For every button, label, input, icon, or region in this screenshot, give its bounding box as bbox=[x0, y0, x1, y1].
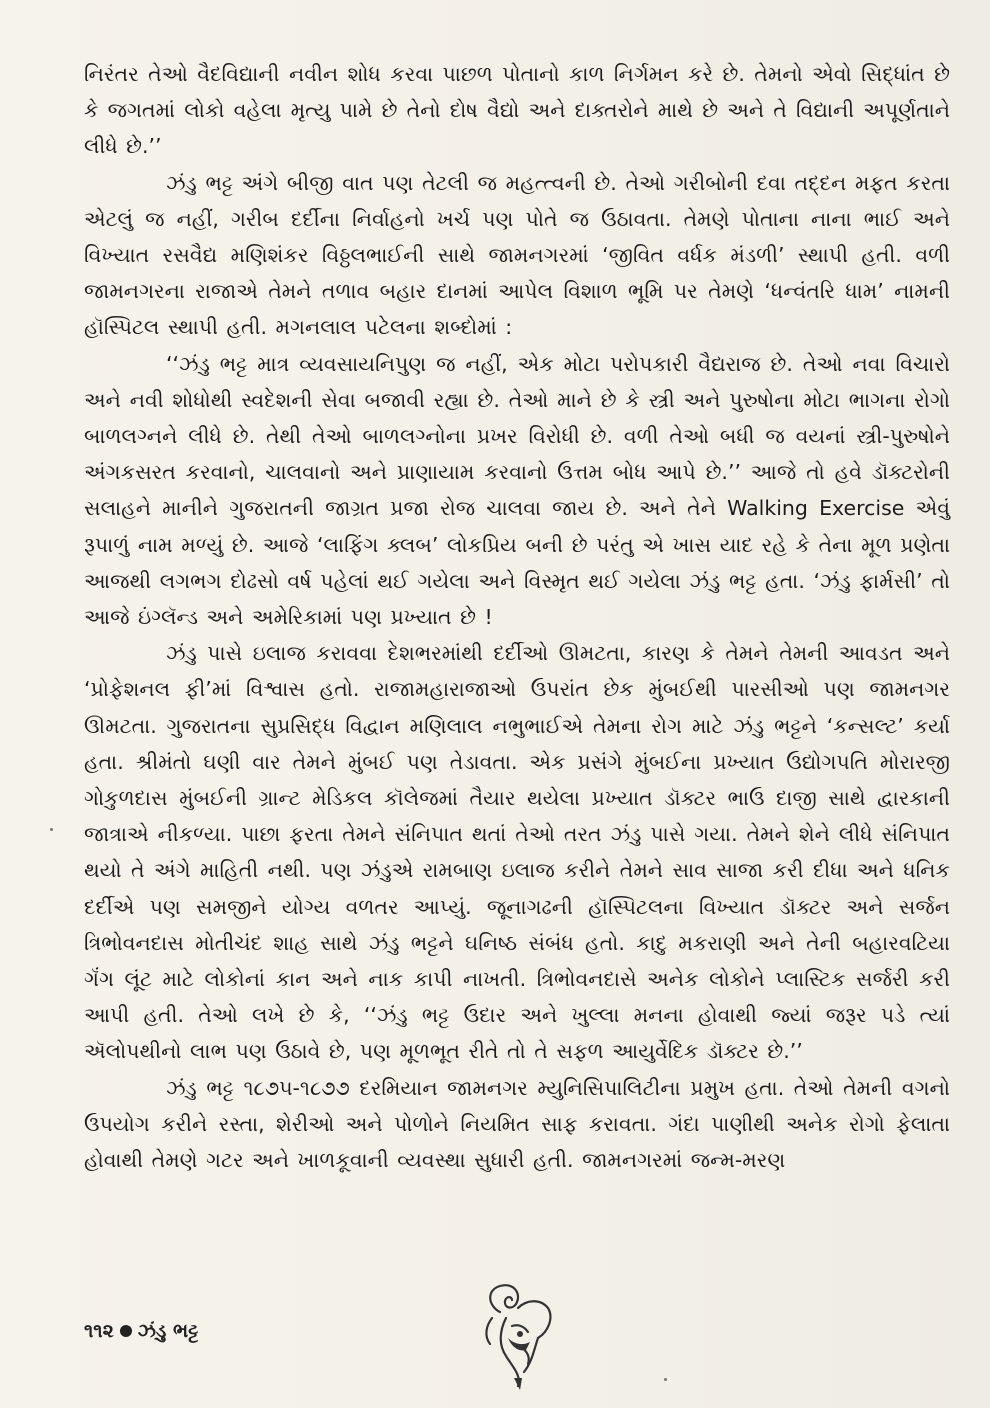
page-footer bbox=[84, 1320, 198, 1342]
bullet-icon bbox=[120, 1325, 132, 1337]
book-title: ઝંડુ ભટ્ટ bbox=[137, 1320, 199, 1342]
page-speck bbox=[50, 828, 53, 831]
paragraph-2: ઝંડુ ભટ્ટ અંગે બીજી વાત પણ તેટલી જ મહત્ત્વની છે. તેઓ ગરીબોની દવા તદ્દન મફત કરતા એટલું જ નહીં, ગરીબ દર્દીના નિર્વાહનો ખર્ચ પણ પોતે જ ઉઠાવતા. તેમણે પોતાના નાના ભાઈ અને વિખ્યાત રસવૈદ્ય મણિશંકર વિઠ્ઠલભાઈની સાથે જામનગરમાં ‘જીવિત વર્ધક મંડળી’ સ્થાપી હતી. વળી જામનગરના રાજાએ તેમને તળાવ બહાર દાનમાં આપેલ વિશાળ ભૂમિ પર તેમણે ‘ધન્વંતરિ ધામ’ નામની હૉસ્પિટલ સ્થાપી હતી. મગનલાલ પટેલના શબ્દોમાં : bbox=[84, 170, 950, 340]
page-speck bbox=[664, 1378, 667, 1381]
body-text bbox=[84, 56, 950, 1178]
paragraph-5: ઝંડુ ભટ્ટ ૧૮૭૫-૧૮૭૭ દરમિયાન જામનગર મ્યુનિસિપાલિટીના પ્રમુખ હતા. તેઓ તેમની વગનો ઉપયોગ કરીને રસ્તા, શેરીઓ અને પોળોને નિયમિત સાફ કરાવતા. ગંદા પાણીથી અનેક રોગો ફેલાતા હોવાથી તેમણે ગટર અને ખાળકૂવાની વ્યવસ્થા સુધારી હતી. જામનગરમાં જન્મ-મરણ bbox=[84, 1075, 950, 1173]
ram-head-icon bbox=[478, 1278, 558, 1393]
page-number: ૧૧૨ bbox=[84, 1320, 114, 1342]
paragraph-3: ‘‘ઝંડુ ભટ્ટ માત્ર વ્યવસાયનિપુણ જ નહીં, એક મોટા પરોપકારી વૈદ્યરાજ છે. તેઓ નવા વિચારો અને નવી શોધોથી સ્વદેશની સેવા બજાવી રહ્યા છે. તેઓ માને છે કે સ્ત્રી અને પુરુષોના મોટા ભાગના રોગો બાળલગ્નને લીધે છે. તેથી તેઓ બાળલગ્નોના પ્રખર વિરોધી છે. વળી તેઓ બધી જ વયનાં સ્ત્રી-પુરુષોને અંગકસરત કરવાનો, ચાલવાનો અને પ્રાણાયામ કરવાનો ઉત્તમ બોધ આપે છે.’’ આજે તો હવે ડૉક્ટરોની સલાહને માનીને ગુજરાતની જાગ્રત પ્રજા રોજ ચાલવા જાય છે. અને તેને Walking Exercise એવું રૂપાળું નામ મળ્યું છે. આજે ‘લાફિંગ ક્લબ’ લોકપ્રિય બની છે પરંતુ એ ખાસ યાદ રહે કે તેના મૂળ પ્રણેતા આજથી લગભગ દોઢસો વર્ષ પહેલાં થઈ ગયેલા અને વિસ્મૃત થઈ ગયેલા ઝંડુ ભટ્ટ હતા. ‘ઝંડુ ફાર્મસી’ તો આજે ઇંગ્લૅન્ડ અને અમેરિકામાં પણ પ્રખ્યાત છે ! bbox=[84, 351, 950, 630]
paragraph-1: નિરંતર તેઓ વૈદવિદ્યાની નવીન શોધ કરવા પાછળ પોતાનો કાળ નિર્ગમન કરે છે. તેમનો એવો સિદ્ધાંત છે કે જગતમાં લોકો વહેલા મૃત્યુ પામે છે તેનો દોષ વૈદ્યો અને દાક્તરોને માથે છે અને તે વિદ્યાની અપૂર્ણતાને લીધે છે.’’ bbox=[84, 62, 950, 159]
paragraph-4: ઝંડુ પાસે ઇલાજ કરાવવા દેશભરમાંથી દર્દીઓ ઊમટતા, કારણ કે તેમને તેમની આવડત અને ‘પ્રોફેશનલ ફી’માં વિશ્વાસ હતો. રાજામહારાજાઓ ઉપરાંત છેક મુંબઈથી પારસીઓ પણ જામનગર ઊમટતા. ગુજરાતના સુપ્રસિદ્ધ વિદ્વાન મણિલાલ નભુભાઈએ તેમના રોગ માટે ઝંડુ ભટ્ટને ‘કન્સલ્ટ’ કર્યા હતા. શ્રીમંતો ઘણી વાર તેમને મુંબઈ પણ તેડાવતા. એક પ્રસંગે મુંબઈના પ્રખ્યાત ઉદ્યોગપતિ મોરારજી ગોકુળદાસ મુંબઈની ગ્રાન્ટ મેડિકલ કૉલેજમાં તૈયાર થયેલા પ્રખ્યાત ડૉક્ટર ભાઉ દાજી સાથે દ્વારકાની જાત્રાએ નીકળ્યા. પાછા ફરતા તેમને સંનિપાત થતાં તેઓ તરત ઝંડુ પાસે ગયા. તેમને શેને લીધે સંનિપાત થયો તે અંગે માહિતી નથી. પણ ઝંડુએ રામબાણ ઇલાજ કરીને તેમને સાવ સાજા કરી દીધા અને ધનિક દર્દીએ પણ સમજીને યોગ્ય વળતર આપ્યું. જૂનાગઢની હૉસ્પિટલના વિખ્યાત ડૉક્ટર અને સર્જન ત્રિભોવનદાસ મોતીચંદ શાહ સાથે ઝંડુ ભટ્ટને ઘનિષ્ઠ સંબંધ હતો. કાદુ મકરાણી અને તેની બહારવટિયા ગૅંગ લૂંટ માટે લોકોનાં કાન અને નાક કાપી નાખતી. ત્રિભોવનદાસે અનેક લોકોને પ્લાસ્ટિક સર્જરી કરી આપી હતી. તેઓ લખે છે કે, ‘‘ઝંડુ ભટ્ટ ઉદાર અને ખુલ્લા મનના હોવાથી જ્યાં જરૂર પડે ત્યાં ઍલોપથીનો લાભ પણ ઉઠાવે છે, પણ મૂળભૂત રીતે તો તે સફળ આયુર્વેદિક ડૉક્ટર છે.’’ bbox=[84, 641, 950, 1064]
